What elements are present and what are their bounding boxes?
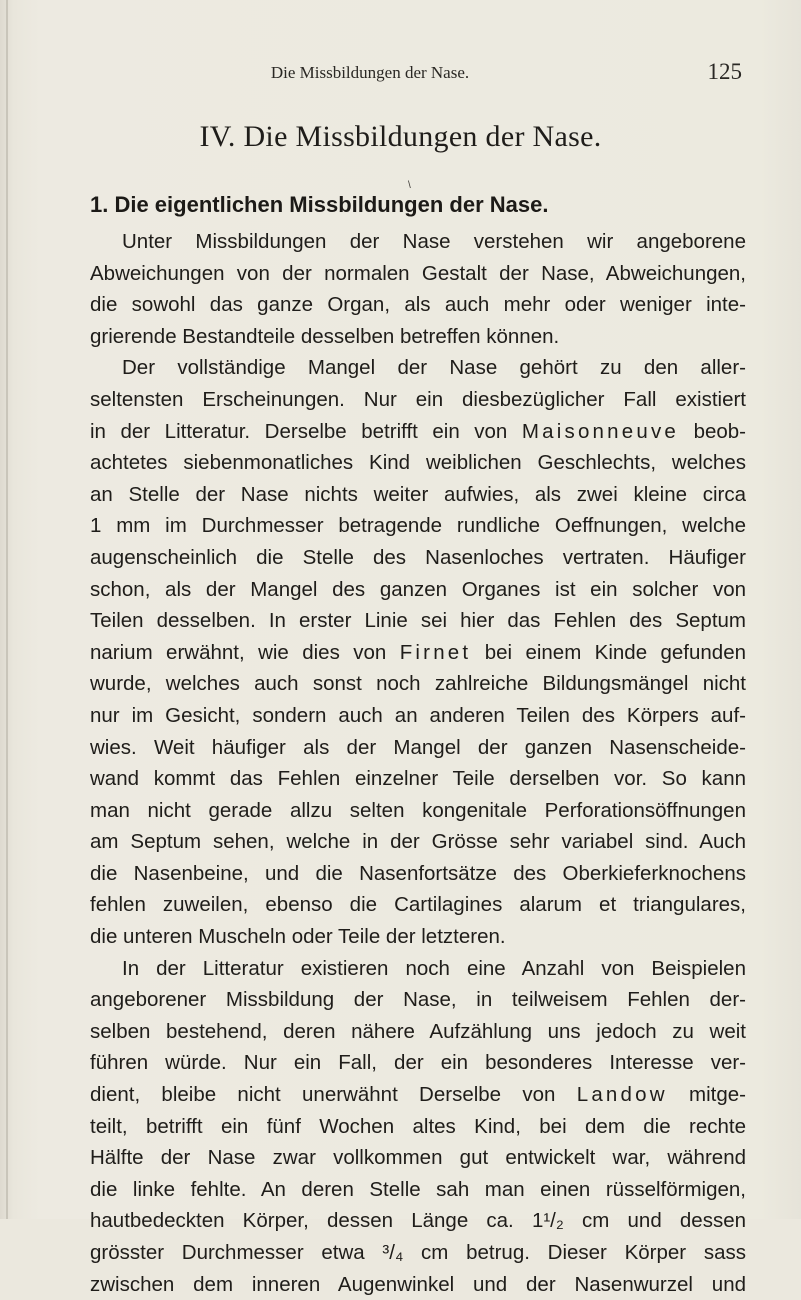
page-gutter: [6, 0, 8, 1219]
print-mark: \: [408, 180, 411, 191]
text-fragment: cm betrug. Dieser Körper sass: [421, 1241, 746, 1264]
text-line: an Stelle der Nase nichts weiter aufwies, als zwei kleine circa: [90, 482, 746, 506]
text-line: Teilen desselben. In erster Linie sei hier das Fehlen des Septum: [90, 609, 746, 633]
author-name-landow: Landow: [576, 1083, 668, 1107]
text-fragment: in der Litteratur. Derselbe betrifft ein von: [90, 419, 508, 443]
text-line: fehlen zuweilen, ebenso die Cartilagines alarum et triangulares,: [90, 893, 746, 917]
text-line: wurde, welches auch sonst noch zahlreiche Bildungsmängel nicht: [90, 672, 746, 696]
text-line: Abweichungen von der normalen Gestalt der Nase, Abweichungen,: [90, 261, 746, 285]
text-fragment: narium erwähnt, wie dies von: [90, 640, 387, 664]
text-line: [90, 1205, 746, 1237]
text-line: die sowohl das ganze Organ, als auch mehr oder weniger inte-: [90, 293, 746, 317]
text-line: grierende Bestandteile desselben betreffen können.: [90, 324, 560, 348]
author-name-firnet: Firnet: [399, 640, 472, 664]
text-line: die unteren Muscheln oder Teile der letzteren.: [90, 925, 506, 949]
text-line: achtetes siebenmonatliches Kind weiblichen Geschlechts, welches: [90, 451, 746, 475]
page-number: 125: [707, 59, 742, 84]
text-fragment: dient, bleibe nicht unerwähnt Derselbe von: [90, 1083, 556, 1107]
text-line: teilt, betrifft ein fünf Wochen altes Kind, bei dem die rechte: [90, 1114, 746, 1138]
text-line: die linke fehlte. An deren Stelle sah man einen rüsselförmigen,: [90, 1177, 746, 1201]
text-line: zwischen dem inneren Augenwinkel und der Nasenwurzel und: [90, 1272, 746, 1296]
text-line: [90, 1237, 746, 1269]
text-line: am Septum sehen, welche in der Grösse sehr variabel sind. Auch: [90, 830, 746, 854]
text-line: wand kommt das Fehlen einzelner Teile derselben vor. So kann: [90, 767, 746, 791]
running-header: [0, 59, 801, 89]
text-line: nur im Gesicht, sondern auch an anderen Teilen des Körpers auf-: [90, 703, 746, 727]
text-fragment: hautbedeckten Körper, dessen Länge ca.: [90, 1209, 514, 1233]
text-line: selben bestehend, deren nähere Aufzählung uns jedoch zu weit: [90, 1019, 746, 1043]
text-line: augenscheinlich die Stelle des Nasenloches vertraten. Häufiger: [90, 545, 746, 569]
text-line: führen würde. Nur ein Fall, der ein besonderes Interesse ver-: [90, 1051, 746, 1075]
text-line: angeborener Missbildung der Nase, in teilweisem Fehlen der-: [90, 988, 746, 1012]
text-line: In der Litteratur existieren noch eine Anzahl von Beispielen: [122, 956, 746, 980]
running-title: Die Missbildungen der Nase.: [270, 63, 470, 82]
author-name-maisonneuve: Maisonneuve: [521, 419, 680, 443]
text-line: schon, als der Mangel des ganzen Organes ist ein solcher von: [90, 577, 746, 601]
text-line: die Nasenbeine, und die Nasenfortsätze des Oberkieferknochens: [90, 861, 746, 885]
fraction-length: 1¹/₂: [531, 1209, 564, 1233]
text-line: Unter Missbildungen der Nase verstehen wir angeborene: [122, 230, 746, 253]
text-line: seltensten Erscheinungen. Nur ein diesbezüglicher Fall existiert: [90, 387, 746, 411]
text-line: wies. Weit häufiger als der Mangel der ganzen Nasenscheide-: [90, 735, 746, 759]
chapter-title: IV. Die Missbildungen der Nase.: [199, 120, 602, 153]
text-fragment: cm und dessen: [582, 1209, 746, 1233]
fraction-diameter: ³/₄: [382, 1241, 404, 1264]
text-fragment: beob-: [693, 419, 746, 443]
text-line: Der vollständige Mangel der Nase gehört zu den aller-: [122, 356, 746, 380]
text-line: [90, 637, 746, 669]
text-line: man nicht gerade allzu selten kongenitale Perforationsöffnungen: [90, 798, 746, 822]
text-line: Hälfte der Nase zwar vollkommen gut entwickelt war, während: [90, 1146, 746, 1170]
text-line: [90, 416, 746, 448]
text-fragment: grösster Durchmesser etwa: [90, 1241, 365, 1264]
text-line: 1 mm im Durchmesser betragende rundliche Oeffnungen, welche: [90, 514, 746, 538]
text-fragment: mitge-: [689, 1083, 746, 1107]
text-line: [90, 1079, 746, 1111]
body-text: [90, 226, 746, 1300]
text-fragment: bei einem Kinde gefunden: [484, 640, 746, 664]
section-title: 1. Die eigentlichen Missbildungen der Nase.: [90, 192, 549, 217]
